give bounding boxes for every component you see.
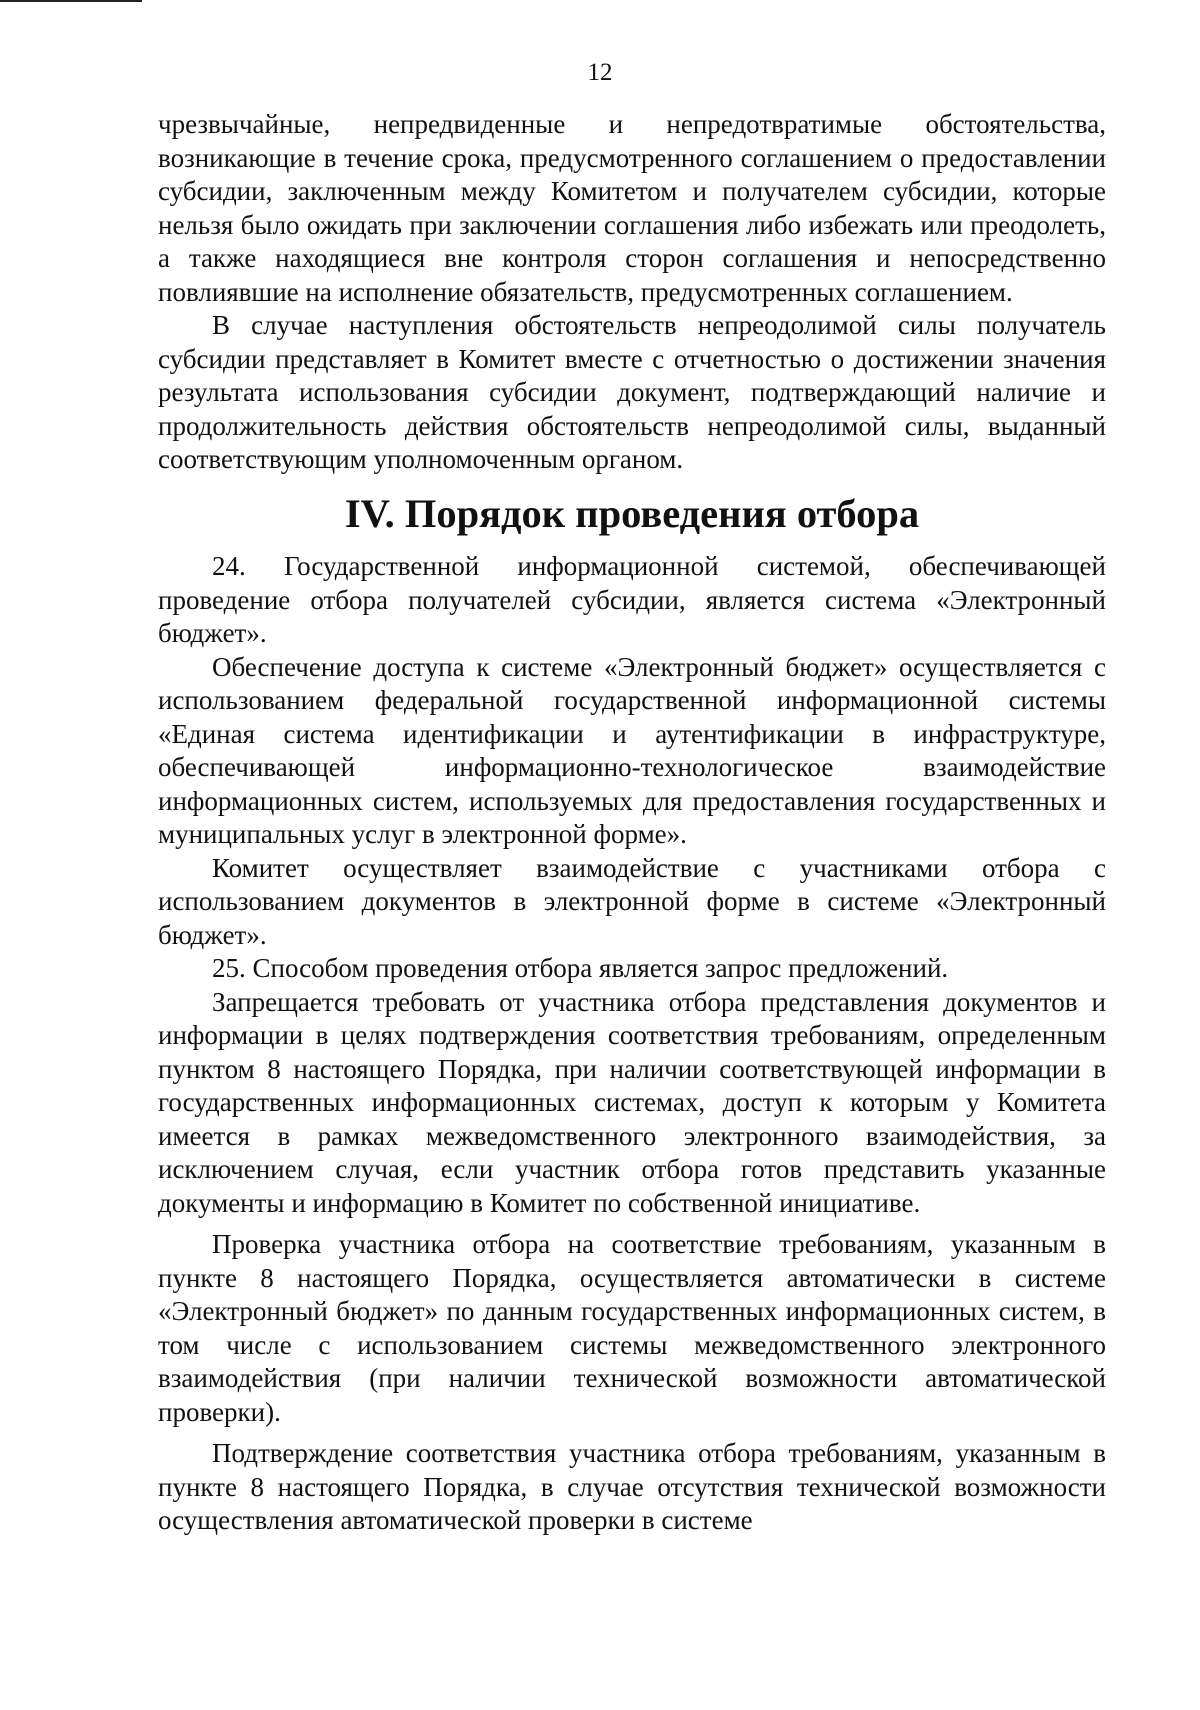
paragraph-confirmation: Подтверждение соответствия участника отбора требованиям, указанным в пункте 8 настоящего Порядка, в случае отсутствия технической возможности осуществления автоматической проверки в системе — [158, 1438, 1106, 1535]
scan-edge-mark — [0, 0, 142, 2]
paragraph-verification: Проверка участника отбора на соответствие требованиям, указанным в пункте 8 настоящего Порядка, осуществляется автоматически в системе «Электронный бюджет» по данным государственных информационных систем, в том числе с использованием системы межведомственного электронного взаимодействия (при наличии технической возможности автоматической проверки). — [158, 1229, 1106, 1427]
paragraph-continuation: чрезвычайные, непредвиденные и непредотвратимые обстоятельства, возникающие в течение срока, предусмотренного соглашением о предоставлении субсидии, заключенным между Комитетом и получателем субсидии, которые нельзя было ожидать при заключении соглашения либо избежать или преодолеть, а также находящиеся вне контроля сторон соглашения и непосредственно повлиявшие на исполнение обязательств, предусмотренных соглашением. — [158, 109, 1106, 307]
paragraph-prohibition: Запрещается требовать от участника отбора представления документов и информации в целях подтверждения соответствия требованиям, определенным пунктом 8 настоящего Порядка, при наличии соответствующей информации в государственных информационных системах, доступ к которым у Комитета имеется в рамках межведомственного электронного взаимодействия, за исключением случая, если участник отбора готов представить указанные документы и информацию в Комитет по собственной инициативе. — [158, 986, 1106, 1218]
paragraph-interaction: Комитет осуществляет взаимодействие с участниками отбора с использованием документов в электронной форме в системе «Электронный бюджет». — [158, 852, 1106, 950]
page-number: 12 — [587, 59, 613, 86]
paragraph-force-majeure: В случае наступления обстоятельств непреодолимой силы получатель субсидии представляет в Комитет вместе с отчетностью о достижении значения результата использования субсидии документ, подтверждающий наличие и продолжительность действия обстоятельств непреодолимой силы, выданный соответствующим уполномоченным органом. — [158, 310, 1106, 474]
paragraph-access: Обеспечение доступа к системе «Электронный бюджет» осуществляется с использованием федеральной государственной информационной системы «Единая система идентификации и аутентификации в инфраструктуре, обеспечивающей информационно-технологическое взаимодействие информационных систем, используемых для предоставления государственных и муниципальных услуг в электронной форме». — [158, 651, 1106, 849]
document-body — [158, 108, 1106, 1538]
section-heading: IV. Порядок проведения отбора — [344, 490, 920, 536]
paragraph-item-25: 25. Способом проведения отбора является запрос предложений. — [212, 953, 949, 983]
paragraph-item-24: 24. Государственной информационной системой, обеспечивающей проведение отбора получателей субсидии, является система «Электронный бюджет». — [158, 551, 1106, 648]
